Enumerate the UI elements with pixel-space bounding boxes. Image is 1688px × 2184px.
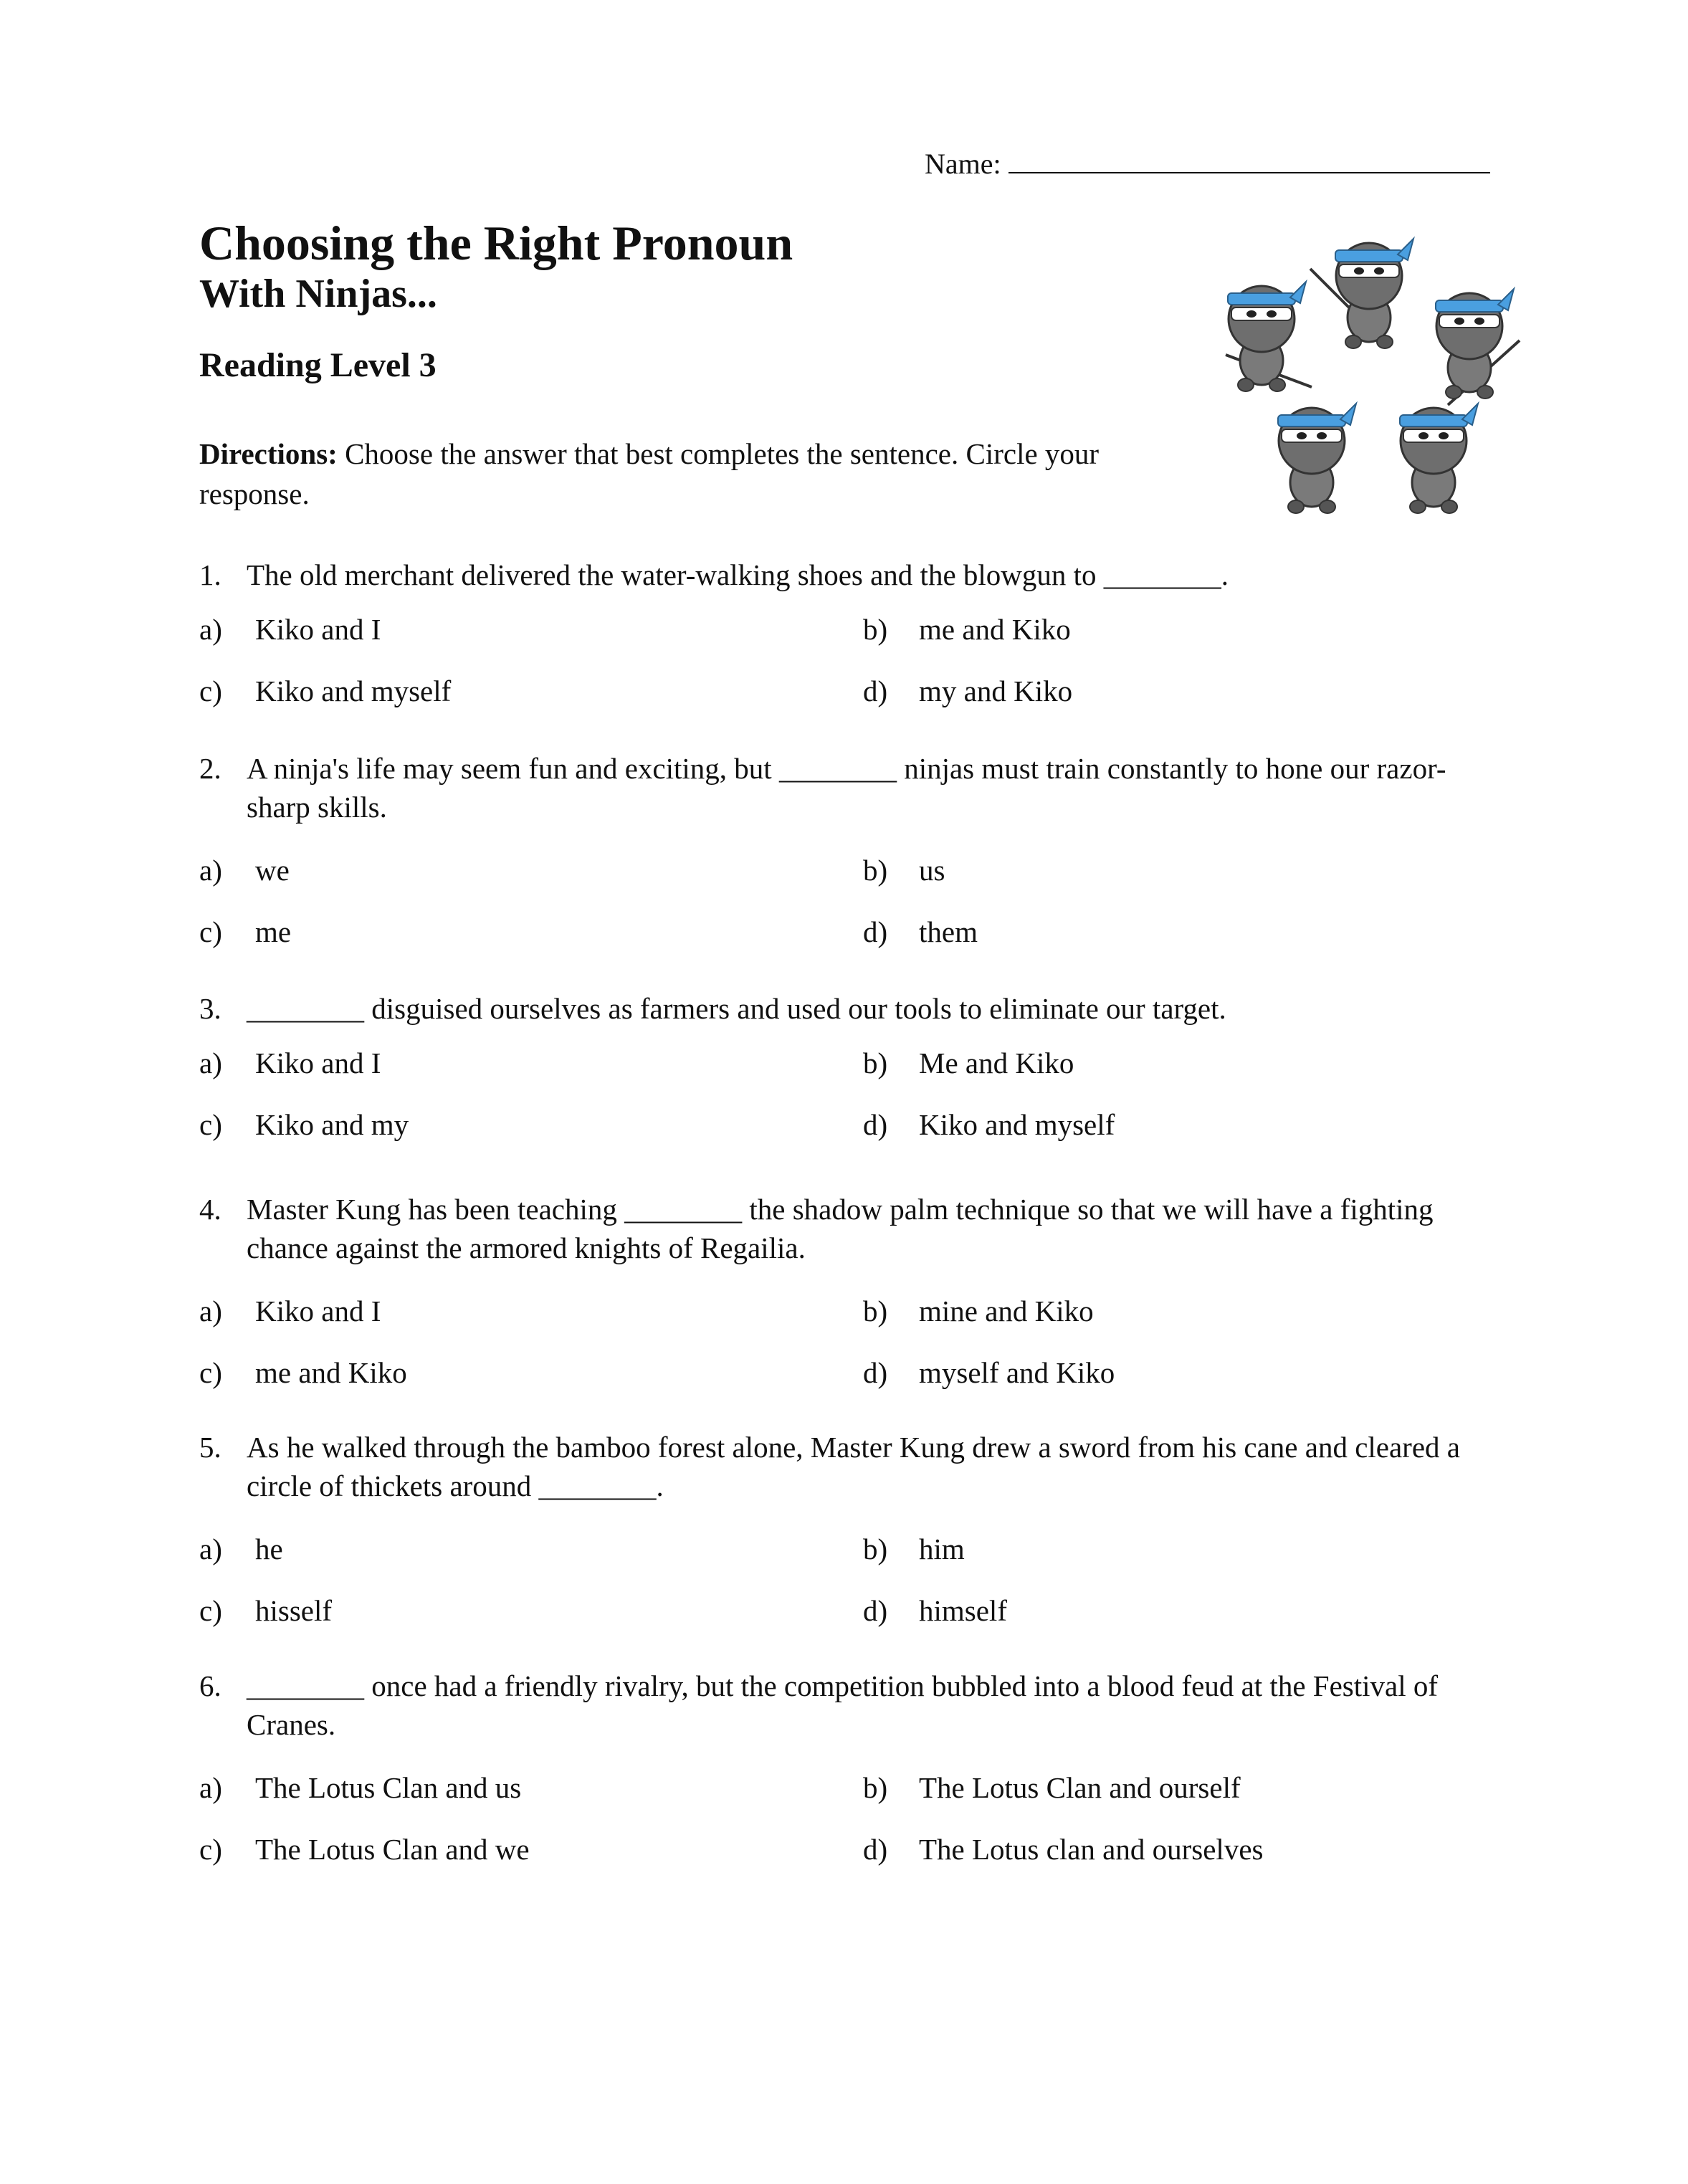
option-b[interactable]: b) me and Kiko <box>863 613 1071 646</box>
question-3 <box>199 989 1504 1165</box>
option-b[interactable]: b) The Lotus Clan and ourself <box>863 1771 1241 1804</box>
question-number: 3. <box>199 992 221 1025</box>
option-a[interactable]: a) we <box>199 854 290 887</box>
option-b[interactable]: b) him <box>863 1532 965 1565</box>
question-4 <box>199 1190 1504 1413</box>
question-text: Master Kung has been teaching ________ the shadow palm technique so that we will have a fighting chance against the armored knights of Regailia. <box>247 1193 1434 1264</box>
worksheet-title: Choosing the Right Pronoun <box>199 216 793 270</box>
option-b[interactable]: b) us <box>863 854 945 887</box>
option-d[interactable]: d) myself and Kiko <box>863 1356 1115 1389</box>
option-b[interactable]: b) Me and Kiko <box>863 1046 1074 1079</box>
option-c[interactable]: c) me <box>199 915 292 948</box>
option-d[interactable]: d) himself <box>863 1594 1007 1627</box>
option-a[interactable]: a) Kiko and I <box>199 613 381 646</box>
question-number: 2. <box>199 752 221 785</box>
option-a[interactable]: a) The Lotus Clan and us <box>199 1771 522 1804</box>
directions-label: Directions: <box>199 437 338 470</box>
option-d[interactable]: d) The Lotus clan and ourselves <box>863 1833 1264 1866</box>
question-number: 4. <box>199 1193 221 1226</box>
option-a[interactable]: a) Kiko and I <box>199 1294 381 1327</box>
reading-level: Reading Level 3 <box>199 346 437 384</box>
option-c[interactable]: c) Kiko and myself <box>199 674 452 707</box>
option-a[interactable]: a) Kiko and I <box>199 1046 381 1079</box>
question-number: 1. <box>199 558 221 591</box>
option-c[interactable]: c) me and Kiko <box>199 1356 407 1389</box>
directions-text: Choose the answer that best completes the sentence. Circle your response. <box>199 437 1100 510</box>
option-c[interactable]: c) Kiko and my <box>199 1108 409 1141</box>
question-5 <box>199 1428 1504 1651</box>
option-b[interactable]: b) mine and Kiko <box>863 1294 1094 1327</box>
question-text: The old merchant delivered the water-walking shoes and the blowgun to ________. <box>247 558 1229 591</box>
option-c[interactable]: c) The Lotus Clan and we <box>199 1833 530 1866</box>
question-text: ________ once had a friendly rivalry, but the competition bubbled into a blood feud at the Festival of Cranes. <box>247 1669 1439 1741</box>
question-text: ________ disguised ourselves as farmers and used our tools to eliminate our target. <box>247 992 1226 1025</box>
option-a[interactable]: a) he <box>199 1532 283 1565</box>
question-2 <box>199 749 1504 973</box>
question-number: 5. <box>199 1431 221 1464</box>
question-number: 6. <box>199 1669 221 1702</box>
question-6 <box>199 1666 1504 1890</box>
question-1 <box>199 555 1504 732</box>
question-text: As he walked through the bamboo forest alone, Master Kung drew a sword from his cane and cleared a circle of thickets around ________. <box>247 1431 1460 1502</box>
name-blank-line[interactable] <box>1008 151 1490 173</box>
option-d[interactable]: d) Kiko and myself <box>863 1108 1115 1141</box>
question-text: A ninja's life may seem fun and exciting, but ________ ninjas must train constantly to hone our razor-sharp skills. <box>247 752 1446 824</box>
option-c[interactable]: c) hisself <box>199 1594 333 1627</box>
option-d[interactable]: d) my and Kiko <box>863 674 1073 707</box>
ninjas-illustration-icon <box>1211 226 1534 527</box>
name-field[interactable] <box>925 147 1490 181</box>
directions <box>199 434 1160 514</box>
option-d[interactable]: d) them <box>863 915 978 948</box>
worksheet-subtitle: With Ninjas... <box>199 272 437 316</box>
name-label: Name: <box>925 148 1001 180</box>
